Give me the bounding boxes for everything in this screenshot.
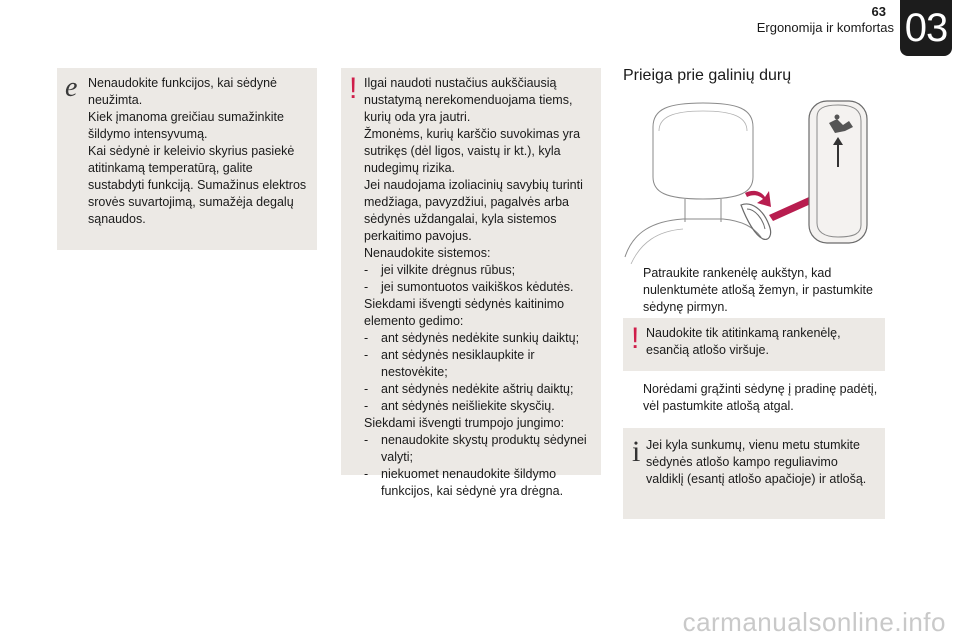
seat-lever-illustration <box>623 97 885 264</box>
warning-paragraph: Nenaudokite sistemos: <box>364 246 491 260</box>
list-item: - jei sumontuotos vaikiškos kėdutės. <box>364 280 574 294</box>
watermark: carmanualsonline.info <box>682 607 946 637</box>
eco-icon: e <box>65 72 78 103</box>
page-number: 63 <box>871 4 886 19</box>
instruction-text: Norėdami grąžinti sėdynę į pradinę padėtį, vėl pastumkite atlošą atgal. <box>643 382 878 413</box>
dash: - <box>364 263 369 277</box>
info-box <box>623 428 885 519</box>
warning-icon: ! <box>631 322 640 355</box>
bullet-icon <box>623 381 643 415</box>
instruction-step <box>623 265 885 316</box>
section-title: Prieiga prie galinių durų <box>623 67 792 84</box>
eco-paragraph: Kai sėdynė ir keleivio skyrius pasiekė atitinkamą temperatūrą, galite sustabdyti funkciją. Sumažinus elektros srovės suvartojimą, sumažėja degalų sąnaudos. <box>88 144 307 226</box>
list-item: - ant sėdynės nesiklaupkite ir nestovėkite; <box>364 348 535 379</box>
eco-note-box <box>57 68 317 250</box>
list-item: - niekuomet nenaudokite šildymo funkcijos, kai sėdynė yra drėgna. <box>364 467 564 498</box>
chapter-tab: 03 <box>900 0 952 56</box>
dash: - <box>364 280 369 294</box>
warning-paragraph: Ilgai naudoti nustačius aukščiausią nustatymą nerekomenduojama tiems, kurių oda yra jautri. <box>364 76 573 124</box>
warning-paragraph: Siekdami išvengti sėdynės kaitinimo elemento gedimo: <box>364 297 565 328</box>
list-item: - ant sėdynės neišliekite skysčių. <box>364 399 555 413</box>
chapter-title: Ergonomija ir komfortas <box>756 20 894 35</box>
list-item: - ant sėdynės nedėkite aštrių daiktų; <box>364 382 574 396</box>
dash: - <box>364 331 369 345</box>
dash: - <box>364 382 369 396</box>
info-paragraph: Jei kyla sunkumų, vienu metu stumkite sėdynės atlošo kampo reguliavimo valdiklį (esantį atlošo apačioje) ir atlošą. <box>646 438 867 486</box>
list-item: - nenaudokite skystų produktų sėdynei valyti; <box>364 433 587 464</box>
warning-paragraph: Jei naudojama izoliacinių savybių turinti medžiaga, pavyzdžiui, pagalvės arba sėdynės uždangalai, kyla sistemos perkaitimo pavojus. <box>364 178 583 243</box>
warning-box-small <box>623 318 885 371</box>
bullet-icon <box>623 265 643 316</box>
dash: - <box>364 399 369 413</box>
warning-paragraph: Naudokite tik atitinkamą rankenėlę, esančią atlošo viršuje. <box>646 326 841 357</box>
instruction-text: Patraukite rankenėlę aukštyn, kad nulenktumėte atlošą žemyn, ir pastumkite sėdynę pirmyn. <box>643 266 873 314</box>
eco-paragraph: Nenaudokite funkcijos, kai sėdynė neužimta. <box>88 76 278 107</box>
instruction-step <box>623 381 885 415</box>
warning-paragraph: Siekdami išvengti trumpojo jungimo: <box>364 416 565 430</box>
warning-icon: ! <box>349 72 358 105</box>
eco-paragraph: Kiek įmanoma greičiau sumažinkite šildymo intensyvumą. <box>88 110 284 141</box>
dash: - <box>364 348 369 362</box>
warning-paragraph: Žmonėms, kurių karščio suvokimas yra sutrikęs (dėl ligos, vaistų ir kt.), kyla nudegimų rizika. <box>364 127 581 175</box>
warning-box <box>341 68 601 498</box>
list-item: - jei vilkite drėgnus rūbus; <box>364 263 516 277</box>
info-icon: i <box>632 435 641 468</box>
dash: - <box>364 433 369 447</box>
dash: - <box>364 467 369 481</box>
list-item: - ant sėdynės nedėkite sunkių daiktų; <box>364 331 580 345</box>
